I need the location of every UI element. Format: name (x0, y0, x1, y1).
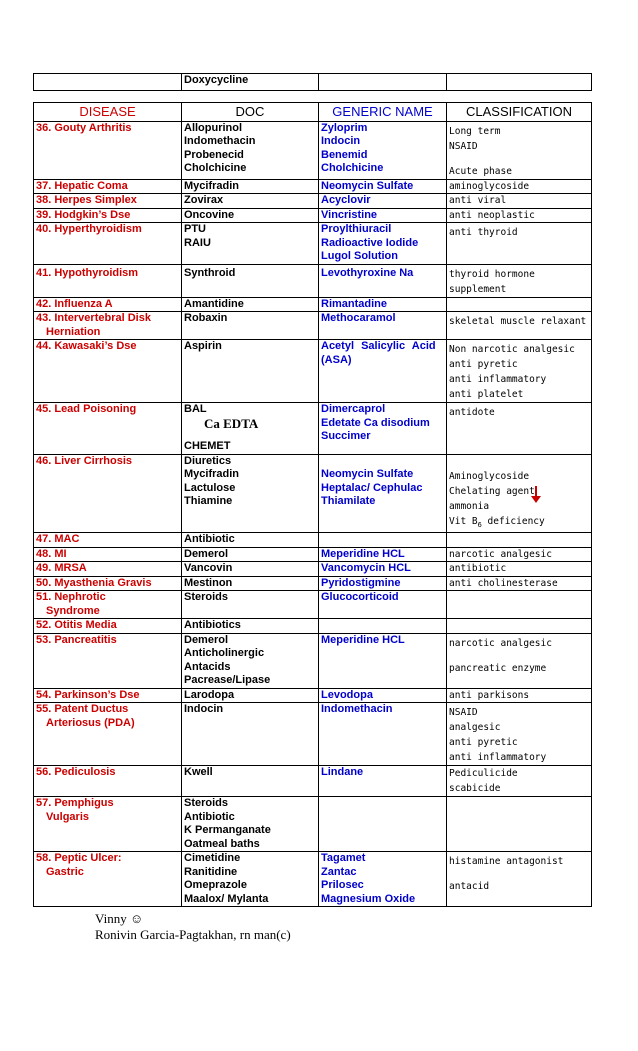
classification-cell: Non narcotic analgesic anti pyretic anti inflammatory anti platelet (447, 340, 592, 403)
classification-cell (447, 533, 592, 548)
table-row (34, 208, 592, 223)
disease-cell: 37. Hepatic Coma (34, 179, 182, 194)
classification-cell (447, 74, 592, 91)
disease-cell: 38. Herpes Simplex (34, 194, 182, 209)
disease-cell: 54. Parkinson’s Dse (34, 688, 182, 703)
doc-cell: Antibiotic (182, 533, 319, 548)
disease-cell: 55. Patent Ductus Arteriosus (PDA) (34, 703, 182, 766)
generic-cell: Vincristine (319, 208, 447, 223)
generic-cell: Rimantadine (319, 297, 447, 312)
table-row (34, 633, 592, 688)
down-arrow-icon (535, 486, 537, 498)
table-row (34, 403, 592, 455)
doc-cell: Synthroid (182, 264, 319, 297)
classification-cell: narcotic analgesic pancreatic enzyme (447, 633, 592, 688)
doc-cell: Doxycycline (182, 74, 319, 91)
table-row (34, 454, 592, 533)
drug-table (33, 102, 592, 907)
classification-cell: thyroid hormone supplement (447, 264, 592, 297)
table-row (34, 703, 592, 766)
generic-cell: Acyclovir (319, 194, 447, 209)
header-classification: CLASSIFICATION (447, 103, 592, 122)
classification-cell (447, 797, 592, 852)
table-row (34, 264, 592, 297)
classification-cell: antidote (447, 403, 592, 455)
table-row (34, 562, 592, 577)
disease-cell: 51. Nephrotic Syndrome (34, 591, 182, 619)
doc-cell: Mycifradin (182, 179, 319, 194)
generic-cell: Tagamet Zantac Prilosec Magnesium Oxide (319, 852, 447, 907)
generic-cell (319, 533, 447, 548)
table-row (34, 533, 592, 548)
classification-cell: Aminoglycoside Chelating agent ammonia Vit $B_6$ deficiency (447, 454, 592, 533)
table-row (34, 688, 592, 703)
disease-cell: 39. Hodgkin’s Dse (34, 208, 182, 223)
table-row (34, 619, 592, 634)
classification-cell (447, 619, 592, 634)
generic-cell (319, 74, 447, 91)
header-row (34, 103, 592, 122)
classification-cell: Pediculicide scabicide (447, 766, 592, 797)
disease-cell: 41. Hypothyroidism (34, 264, 182, 297)
classification-cell: anti viral (447, 194, 592, 209)
disease-cell: 44. Kawasaki’s Dse (34, 340, 182, 403)
table-row (34, 74, 592, 91)
generic-cell (319, 797, 447, 852)
doc-cell: Steroids (182, 591, 319, 619)
doc-cell: Larodopa (182, 688, 319, 703)
classification-cell: skeletal muscle relaxant (447, 312, 592, 340)
table-row (34, 297, 592, 312)
classification-cell: anti neoplastic (447, 208, 592, 223)
classification-cell: NSAID analgesic anti pyretic anti inflammatory (447, 703, 592, 766)
doc-cell: Oncovine (182, 208, 319, 223)
doc-cell: Demerol Anticholinergic Antacids Pacrease/Lipase (182, 633, 319, 688)
top-partial-table (33, 73, 592, 91)
doc-cell: Kwell (182, 766, 319, 797)
disease-cell: 57. Pemphigus Vulgaris (34, 797, 182, 852)
generic-cell: Dimercaprol Edetate Ca disodium Succimer (319, 403, 447, 455)
generic-cell: Glucocorticoid (319, 591, 447, 619)
doc-cell: Allopurinol Indomethacin Probenecid Cholchicine (182, 121, 319, 179)
table-row (34, 121, 592, 179)
header-doc: DOC (182, 103, 319, 122)
generic-cell: Pyridostigmine (319, 576, 447, 591)
doc-cell: PTU RAIU (182, 223, 319, 265)
generic-cell: Levodopa (319, 688, 447, 703)
classification-cell: anti parkisons (447, 688, 592, 703)
generic-cell: Acetyl Salicylic Acid (ASA) (319, 340, 447, 403)
table-row (34, 852, 592, 907)
disease-cell: 42. Influenza A (34, 297, 182, 312)
disease-cell: 36. Gouty Arthritis (34, 121, 182, 179)
disease-cell: 43. Intervertebral Disk Herniation (34, 312, 182, 340)
header-generic: GENERIC NAME (319, 103, 447, 122)
table-row (34, 223, 592, 265)
disease-cell: 45. Lead Poisoning (34, 403, 182, 455)
table-row (34, 797, 592, 852)
table-row (34, 591, 592, 619)
disease-cell: 56. Pediculosis (34, 766, 182, 797)
doc-cell: Antibiotics (182, 619, 319, 634)
disease-cell: 58. Peptic Ulcer: Gastric (34, 852, 182, 907)
generic-cell: Vancomycin HCL (319, 562, 447, 577)
table-row (34, 766, 592, 797)
footer (95, 911, 291, 943)
disease-cell: 47. MAC (34, 533, 182, 548)
generic-cell: Neomycin Sulfate (319, 179, 447, 194)
table-row (34, 312, 592, 340)
footer-line-1: Vinny ☺ (95, 911, 144, 926)
doc-cell: Robaxin (182, 312, 319, 340)
disease-cell: 46. Liver Cirrhosis (34, 454, 182, 533)
generic-cell (319, 619, 447, 634)
generic-cell: Meperidine HCL (319, 547, 447, 562)
classification-cell: anti thyroid (447, 223, 592, 265)
doc-cell: Cimetidine Ranitidine Omeprazole Maalox/ Mylanta (182, 852, 319, 907)
table-row (34, 547, 592, 562)
doc-cell: Amantidine (182, 297, 319, 312)
table-row (34, 194, 592, 209)
doc-cell: Aspirin (182, 340, 319, 403)
classification-cell (447, 591, 592, 619)
classification-cell: anti cholinesterase (447, 576, 592, 591)
disease-cell: 40. Hyperthyroidism (34, 223, 182, 265)
disease-cell (34, 74, 182, 91)
generic-cell: Zyloprim Indocin Benemid Cholchicine (319, 121, 447, 179)
classification-cell: narcotic analgesic (447, 547, 592, 562)
classification-cell: histamine antagonist antacid (447, 852, 592, 907)
header-disease: DISEASE (34, 103, 182, 122)
disease-cell: 52. Otitis Media (34, 619, 182, 634)
classification-cell: antibiotic (447, 562, 592, 577)
table-row (34, 179, 592, 194)
table-row (34, 576, 592, 591)
doc-cell: Demerol (182, 547, 319, 562)
doc-cell: BAL Ca EDTA CHEMET (182, 403, 319, 455)
footer-line-2: Ronivin Garcia-Pagtakhan, rn man(c) (95, 927, 291, 942)
disease-cell: 49. MRSA (34, 562, 182, 577)
doc-cell: Steroids Antibiotic K Permanganate Oatmeal baths (182, 797, 319, 852)
classification-cell: Long term NSAID Acute phase (447, 121, 592, 179)
generic-cell: Meperidine HCL (319, 633, 447, 688)
doc-cell: Indocin (182, 703, 319, 766)
generic-cell: Levothyroxine Na (319, 264, 447, 297)
doc-cell: Diuretics Mycifradin Lactulose Thiamine (182, 454, 319, 533)
disease-cell: 50. Myasthenia Gravis (34, 576, 182, 591)
generic-cell: Methocaramol (319, 312, 447, 340)
table-row (34, 340, 592, 403)
disease-cell: 48. MI (34, 547, 182, 562)
disease-cell: 53. Pancreatitis (34, 633, 182, 688)
generic-cell: Neomycin Sulfate Heptalac/ Cephulac Thiamilate (319, 454, 447, 533)
doc-cell: Vancovin (182, 562, 319, 577)
doc-cell: Mestinon (182, 576, 319, 591)
classification-cell: aminoglycoside (447, 179, 592, 194)
generic-cell: Indomethacin (319, 703, 447, 766)
classification-cell (447, 297, 592, 312)
generic-cell: Proylthiuracil Radioactive Iodide Lugol Solution (319, 223, 447, 265)
generic-cell: Lindane (319, 766, 447, 797)
doc-cell: Zovirax (182, 194, 319, 209)
